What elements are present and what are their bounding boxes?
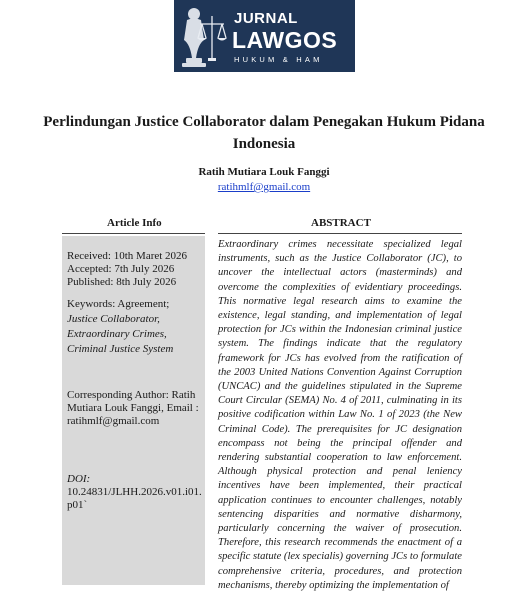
keywords-label: Keywords: Agreement; <box>67 298 170 310</box>
author-email-link[interactable]: ratihmlf@gmail.com <box>217 181 311 193</box>
journal-tagline: HUKUM & HAM <box>234 55 323 64</box>
corresponding-author: Corresponding Author: Ratih Mutiara Louk Fanggi, Email : ratihmlf@gmail.com <box>67 389 199 427</box>
keyword-item: Justice Collaborator, <box>67 313 160 325</box>
article-info-heading: Article Info <box>107 217 162 229</box>
keyword-item: Criminal Justice System <box>67 343 174 355</box>
journal-banner <box>174 0 355 72</box>
journal-name-big: LAWGOS <box>232 27 338 53</box>
keyword-item: Extraordinary Crimes, <box>67 328 167 340</box>
article-info-rule <box>62 233 205 234</box>
abstract-heading: ABSTRACT <box>311 217 371 229</box>
article-title: Perlindungan Justice Collaborator dalam Penegakan Hukum Pidana Indonesia <box>43 114 485 152</box>
doi-block <box>67 473 203 512</box>
abstract-rule <box>218 233 462 234</box>
accepted-date: Accepted: 7th July 2026 <box>67 263 175 275</box>
author-name: Ratih Mutiara Louk Fanggi <box>198 166 330 178</box>
keywords-block <box>67 298 203 356</box>
received-date: Received: 10th Maret 2026 <box>67 250 188 262</box>
journal-name-small: JURNAL <box>234 10 298 27</box>
article-info-box <box>62 236 205 585</box>
abstract-text: Extraordinary crimes necessitate specialized legal instruments, such as the Justice Collaborator (JC), to uncover the intellectual actors (masterminds) and overcome the complexities of evidentiary proceedings. This normative legal research aims to examine the existence, legal standing, and implementation of legal protection for JCs within the Indonesian criminal justice system. The findings indicate that the regulatory framework for JCs has evolved from the ratification of the 2003 United Nations Convention Against Corruption (UNCAC) and the guidelines stipulated in the Supreme Court Circular (SEMA) No. 4 of 2011, culminating in its positive codification within Law No. 1 of 2023 (the New Criminal Code). The prerequisites for JC designation encompass not being the principal offender and rendering substantial cooperation to law enforcement. Although physical protection and penal leniency incentives have been implemented, their practical application continues to encounter challenges, notably sentencing disparities and normative disharmony, particularly concerning the waiver of prosecution. Therefore, this research recommends the enactment of a specific statute (lex specialis) governing JCs to formulate comprehensive criteria, procedures, and protection mechanisms, thereby optimizing the implementation of <box>218 239 462 591</box>
doi-value: 10.24831/JLHH.2026.v01.i01.p01` <box>67 486 202 511</box>
published-date: Published: 8th July 2026 <box>67 276 177 288</box>
doi-label: DOI: <box>67 473 91 485</box>
dates-block <box>67 250 203 289</box>
